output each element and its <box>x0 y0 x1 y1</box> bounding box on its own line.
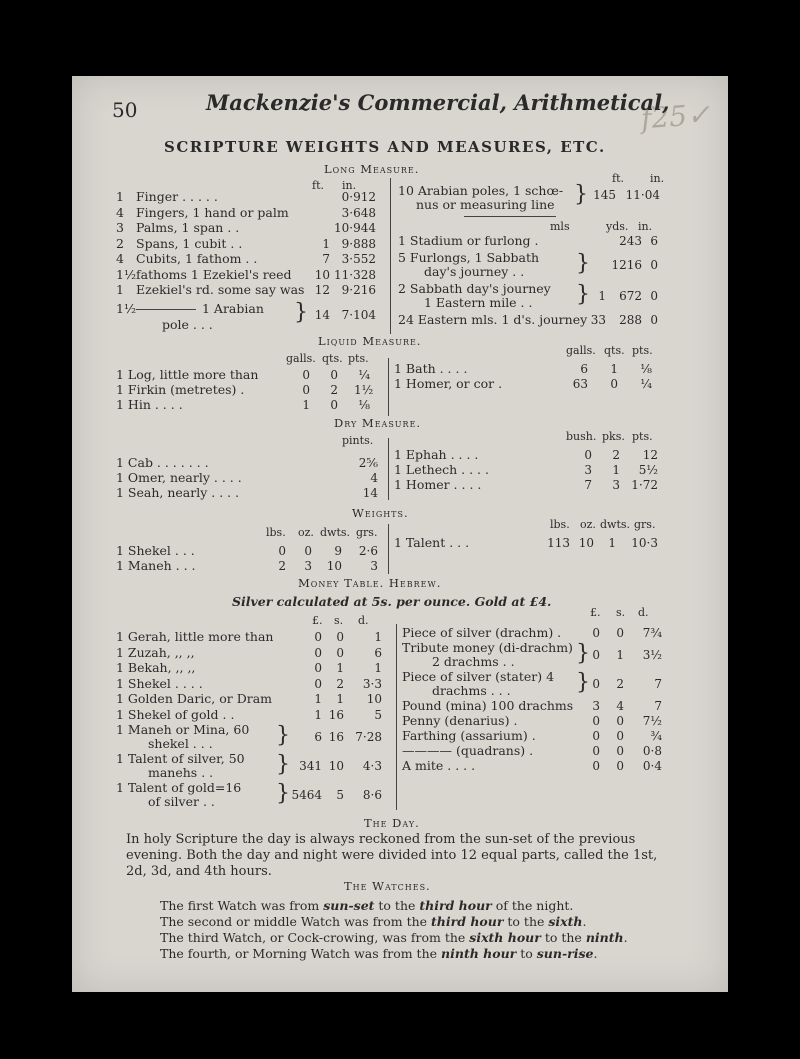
long-left-qty: 1½ <box>116 266 137 282</box>
liquid-right-qts: 0 <box>610 377 618 391</box>
long-ft-header: ft. <box>312 179 324 192</box>
liquid-divider <box>388 358 389 416</box>
dry-right-bush: 7 <box>584 478 592 492</box>
long-left-qty: 4 <box>116 251 124 266</box>
watch-text: The fourth, or Morning Watch was from the <box>160 946 442 961</box>
liquid-left-header-pts: pts. <box>348 352 369 365</box>
watch-line <box>160 914 586 930</box>
liquid-right-header-galls: galls. <box>566 344 596 357</box>
long-right-label: 24 Eastern mls. 1 d's. journey <box>398 312 588 327</box>
dry-right-pts: 1·72 <box>631 478 658 492</box>
liquid-left-header-qts: qts. <box>322 352 343 365</box>
money-right-label: Piece of silver (drachm) . <box>402 625 562 640</box>
dry-right-bush: 3 <box>584 463 592 477</box>
page-title: SCRIPTURE WEIGHTS AND MEASURES, ETC. <box>164 138 606 156</box>
money-right-pence: 0·8 <box>642 744 662 758</box>
dry-left-label: 1 Cab . . . . . . . <box>116 455 209 470</box>
watch-time-emphasis: sun-set <box>323 898 375 913</box>
money-right-header-s: s. <box>616 606 626 619</box>
liquid-right-pts: ⅛ <box>640 362 652 376</box>
long-right-in: 0 <box>650 313 658 327</box>
liquid-left-qts: 0 <box>330 398 338 412</box>
liquid-right-header-qts: qts. <box>604 344 625 357</box>
long-right-yds: 243 <box>619 234 642 248</box>
money-right-label: 2 drachms . . <box>432 654 515 669</box>
long-right-in: 0 <box>650 289 658 303</box>
money-right-pence: 7¾ <box>642 626 662 640</box>
weights-left-label: 1 Shekel . . . <box>116 543 195 558</box>
schoenus-in-header: in. <box>650 172 665 185</box>
pole-in: 7·104 <box>341 308 376 322</box>
money-left-label: 1 Zuzah, ,, ,, <box>116 644 195 660</box>
money-left-brace: } <box>276 781 290 806</box>
money-left-pence: 4·3 <box>362 759 382 773</box>
money-right-shillings: 0 <box>616 744 624 758</box>
long-left-in: 9·216 <box>341 283 376 297</box>
money-right-brace: } <box>576 641 590 666</box>
money-right-label: Farthing (assarium) . <box>402 728 536 743</box>
liquid-left-galls: 1 <box>302 398 310 412</box>
money-right-pounds: 0 <box>592 677 600 691</box>
watch-text: to the <box>540 930 586 945</box>
weights-left-header-oz: oz. <box>298 526 314 539</box>
money-right-shillings: 1 <box>616 648 624 662</box>
liquid-left-pts: 1½ <box>354 383 374 397</box>
money-right-pence: 7 <box>654 677 662 691</box>
dry-right-bush: 0 <box>584 448 592 462</box>
long-right-label: day's journey . . <box>424 264 525 279</box>
money-right-pence: 7 <box>654 699 662 713</box>
long-left-label: Finger . . . . . <box>136 189 218 204</box>
liquid-left-label: 1 Hin . . . . <box>116 397 183 412</box>
dry-right-pks: 1 <box>612 463 620 477</box>
money-left-shillings: 0 <box>336 630 344 644</box>
weights-right-header-lbs: lbs. <box>550 518 570 531</box>
pole-line2: pole . . . <box>162 317 213 332</box>
money-left-pounds: 5464 <box>291 788 322 802</box>
weights-left-header-lbs: lbs. <box>266 526 286 539</box>
long-right-yds: 672 <box>619 289 642 303</box>
long-left-label: Cubits, 1 fathom . . <box>136 251 258 266</box>
long-right-yds: 1216 <box>611 258 642 272</box>
liquid-right-label: 1 Bath . . . . <box>394 361 468 376</box>
long-right-mls: 1 <box>598 289 606 303</box>
dry-right-pks: 3 <box>612 478 620 492</box>
long-right-label: 1 Stadium or furlong . <box>398 233 539 248</box>
liquid-left-galls: 0 <box>302 368 310 382</box>
money-left-label: 1 Shekel of gold . . <box>116 706 235 722</box>
running-head: Mackenzie's Commercial, Arithmetical, <box>206 90 670 115</box>
long-left-ft: 10 <box>314 267 330 282</box>
pole-qty: 1½ <box>116 301 137 316</box>
long-left-label: Palms, 1 span . . <box>136 220 240 235</box>
long-right-label: 1 Eastern mile . . <box>424 295 533 310</box>
money-left-label: 1 Maneh or Mina, 60 <box>116 722 250 737</box>
money-right-label: Pound (mina) 100 drachms <box>402 698 574 713</box>
pole-ft: 14 <box>314 308 330 322</box>
weights-heading: Weights. <box>352 506 409 520</box>
schoenus-ft: 145 <box>593 188 616 202</box>
dry-left-pints: 4 <box>370 471 378 485</box>
money-right-pence: ¾ <box>650 729 662 743</box>
money-left-shillings: 10 <box>328 759 344 773</box>
liquid-right-qts: 1 <box>610 362 618 376</box>
dry-right-header-pks: pks. <box>602 430 625 443</box>
money-right-pence: 0·4 <box>642 759 662 773</box>
long-left-label: Ezekiel's rd. some say was <box>136 282 305 297</box>
money-right-pounds: 0 <box>592 759 600 773</box>
liquid-right-galls: 63 <box>572 377 588 391</box>
long-left-qty: 1 <box>116 189 124 204</box>
long-right-in: 0 <box>650 258 658 272</box>
long-left-label: Fingers, 1 hand or palm <box>136 204 289 220</box>
pole-brace: } <box>294 300 308 325</box>
watch-text: to the <box>503 914 549 929</box>
long-in-header: in. <box>342 179 357 192</box>
long-measure-heading: Long Measure. <box>324 162 420 176</box>
dry-left-pints: 2⅚ <box>358 456 378 470</box>
long-right-brace: } <box>576 282 590 307</box>
watch-text: The second or middle Watch was from the <box>160 914 432 929</box>
money-left-header-d: d. <box>358 614 369 627</box>
money-left-shillings: 1 <box>336 661 344 675</box>
money-right-shillings: 0 <box>616 714 624 728</box>
long-left-qty: 1 <box>116 282 124 297</box>
long-left-in: 0·912 <box>341 190 376 204</box>
liquid-left-header-galls: galls. <box>286 352 316 365</box>
money-left-pence: 1 <box>374 661 382 675</box>
liquid-left-qts: 2 <box>330 383 338 397</box>
watches-heading: The Watches. <box>344 879 431 893</box>
dry-right-label: 1 Ephah . . . . <box>394 447 479 462</box>
weights-left-dwts: 10 <box>326 559 342 573</box>
watch-text: of the night. <box>491 898 574 913</box>
weights-right-label: 1 Talent . . . <box>394 535 470 550</box>
money-left-label: of silver . . <box>148 794 215 809</box>
long-divider <box>390 178 391 334</box>
day-heading: The Day. <box>364 816 420 830</box>
weights-right-lbs: 113 <box>547 536 570 550</box>
weights-right-header-dwts: dwts. <box>600 518 631 531</box>
watch-line <box>160 946 597 962</box>
money-left-pence: 3·3 <box>362 676 382 691</box>
money-left-pence: 7·28 <box>355 730 382 744</box>
money-left-pence: 5 <box>374 707 382 722</box>
dry-right-pts: 5½ <box>638 463 658 477</box>
money-right-pence: 7½ <box>642 714 662 728</box>
money-right-pounds: 0 <box>592 729 600 743</box>
money-left-label: 1 Talent of gold=16 <box>116 780 242 795</box>
long-right-label: 5 Furlongs, 1 Sabbath <box>398 250 540 265</box>
weights-right-header-oz: oz. <box>580 518 596 531</box>
weights-right-header-grs: grs. <box>634 518 656 531</box>
money-left-pounds: 6 <box>314 730 322 744</box>
weights-left-dwts: 9 <box>334 544 342 558</box>
pole-line1: 1 Arabian <box>202 301 264 316</box>
weights-left-oz: 3 <box>304 559 312 573</box>
long-right-yds: 288 <box>619 313 642 327</box>
watch-time-emphasis: sixth <box>548 914 583 929</box>
dry-left-label: 1 Omer, nearly . . . . <box>116 470 242 485</box>
money-left-pounds: 341 <box>299 759 322 773</box>
document-page <box>72 76 728 992</box>
dry-right-label: 1 Lethech . . . . <box>394 462 489 477</box>
long-right-mls: 33 <box>590 313 606 327</box>
money-left-pounds: 0 <box>314 661 322 675</box>
liquid-right-label: 1 Homer, or cor . <box>394 376 503 391</box>
watch-text: to the <box>374 898 420 913</box>
money-left-pounds: 0 <box>314 676 322 691</box>
money-left-shillings: 16 <box>328 707 344 722</box>
watch-time-emphasis: sun-rise <box>536 946 594 961</box>
schoenus-line1: 10 Arabian poles, 1 schœ- <box>398 183 564 198</box>
weights-left-header-grs: grs. <box>356 526 378 539</box>
watch-time-emphasis: ninth <box>585 930 624 945</box>
money-left-brace: } <box>276 723 290 748</box>
money-right-label: A mite . . . . <box>402 758 476 773</box>
money-left-shillings: 16 <box>328 730 344 744</box>
weights-left-grs: 3 <box>370 559 378 573</box>
money-right-label: ———— (quadrans) . <box>402 743 534 758</box>
long-left-ft: 12 <box>314 283 330 297</box>
money-subheading: Silver calculated at 5s. per ounce. Gold at £4. <box>232 594 552 609</box>
long-left-in: 9·888 <box>341 236 376 251</box>
weights-left-header-dwts: dwts. <box>320 526 351 539</box>
liquid-right-header-pts: pts. <box>632 344 653 357</box>
money-left-label: 1 Shekel . . . . <box>116 675 203 691</box>
money-right-label: drachms . . . <box>432 683 511 698</box>
weights-divider <box>388 524 389 574</box>
money-right-header-l: £. <box>590 606 601 619</box>
long-left-in: 3·552 <box>341 252 376 266</box>
money-left-pounds: 0 <box>314 645 322 660</box>
money-left-header-l: £. <box>312 614 323 627</box>
money-left-shillings: 2 <box>336 676 344 691</box>
weights-right-grs: 10·3 <box>631 536 658 550</box>
liquid-right-galls: 6 <box>580 362 588 376</box>
dry-divider <box>388 438 389 500</box>
long-right-in: 6 <box>650 234 658 248</box>
long-right-brace: } <box>576 251 590 276</box>
watch-time-emphasis: third hour <box>431 914 504 929</box>
watch-time-emphasis: ninth hour <box>441 946 517 961</box>
long-left-label: fathoms 1 Ezekiel's reed <box>136 266 292 282</box>
money-right-header-d: d. <box>638 606 649 619</box>
schoenus-ft-header: ft. <box>612 172 624 185</box>
money-right-brace: } <box>576 670 590 695</box>
money-left-shillings: 5 <box>336 788 344 802</box>
dry-right-label: 1 Homer . . . . <box>394 477 482 492</box>
page-number: 50 <box>112 98 138 122</box>
weights-right-dwts: 1 <box>608 536 616 550</box>
dry-right-header-pts: pts. <box>632 430 653 443</box>
money-left-shillings: 0 <box>336 645 344 660</box>
dry-left-label: 1 Seah, nearly . . . . <box>116 485 240 500</box>
weights-left-grs: 2·6 <box>358 544 378 558</box>
schoenus-rule <box>464 216 556 217</box>
money-right-pounds: 3 <box>592 699 600 713</box>
weights-left-lbs: 2 <box>278 559 286 573</box>
money-left-pence: 10 <box>366 692 382 706</box>
money-left-header-s: s. <box>334 614 344 627</box>
long-left-qty: 4 <box>116 204 124 220</box>
money-left-pence: 8·6 <box>362 788 382 802</box>
long-left-label: Spans, 1 cubit . . <box>136 235 243 251</box>
money-left-brace: } <box>276 752 290 777</box>
liquid-left-pts: ¼ <box>358 368 370 382</box>
schoenus-brace: } <box>574 182 588 207</box>
dry-right-header-bush: bush. <box>566 430 597 443</box>
watch-time-emphasis: sixth hour <box>469 930 541 945</box>
watch-text: The first Watch was from <box>160 898 324 913</box>
schoenus-in: 11·04 <box>625 188 660 202</box>
money-left-pounds: 1 <box>314 692 322 706</box>
money-left-label: 1 Golden Daric, or Dram <box>116 691 273 706</box>
money-right-shillings: 2 <box>616 677 624 691</box>
watch-time-emphasis: third hour <box>419 898 492 913</box>
dry-heading: Dry Measure. <box>334 416 422 430</box>
long-left-ft: 1 <box>322 236 330 251</box>
dry-left-header: pints. <box>342 434 374 447</box>
money-right-label: Piece of silver (stater) 4 <box>402 669 555 684</box>
money-right-pounds: 0 <box>592 744 600 758</box>
mls-header: mls <box>550 220 570 233</box>
liquid-left-label: 1 Firkin (metretes) . <box>116 382 245 397</box>
watch-text: . <box>582 914 587 929</box>
long-left-qty: 3 <box>116 220 124 235</box>
yds-header: yds. <box>606 220 629 233</box>
money-left-label: 1 Talent of silver, 50 <box>116 751 245 766</box>
long-left-in: 3·648 <box>341 205 376 220</box>
money-right-shillings: 0 <box>616 759 624 773</box>
money-left-pounds: 0 <box>314 630 322 644</box>
pole-rule <box>136 309 196 310</box>
long-left-in: 10·944 <box>334 221 376 235</box>
weights-right-oz: 10 <box>578 536 594 550</box>
watch-line <box>160 898 573 914</box>
money-left-label: shekel . . . <box>148 736 213 751</box>
liquid-left-qts: 0 <box>330 368 338 382</box>
money-left-pence: 1 <box>374 630 382 644</box>
liquid-left-pts: ⅛ <box>358 398 370 412</box>
money-left-label: manehs . . <box>148 765 214 780</box>
long-left-in: 11·328 <box>334 267 376 282</box>
money-right-shillings: 0 <box>616 729 624 743</box>
weights-left-label: 1 Maneh . . . <box>116 558 196 573</box>
money-right-pounds: 0 <box>592 626 600 640</box>
weights-left-oz: 0 <box>304 544 312 558</box>
liquid-heading: Liquid Measure. <box>318 334 422 348</box>
watch-text: to <box>516 946 537 961</box>
watch-text: . <box>623 930 628 945</box>
money-divider <box>396 624 397 810</box>
dry-right-pks: 2 <box>612 448 620 462</box>
watch-text: The third Watch, or Cock-crowing, was from the <box>160 930 470 945</box>
liquid-right-pts: ¼ <box>640 377 652 391</box>
money-right-pounds: 0 <box>592 714 600 728</box>
long-left-ft: 7 <box>322 252 330 266</box>
watch-text: . <box>593 946 598 961</box>
long-right-label: 2 Sabbath day's journey <box>398 281 551 296</box>
watch-line <box>160 930 628 946</box>
schoenus-line2: nus or measuring line <box>416 197 555 212</box>
money-left-shillings: 1 <box>336 692 344 706</box>
long-left-qty: 2 <box>116 235 124 251</box>
money-left-label: 1 Bekah, ,, ,, <box>116 660 196 675</box>
money-left-label: 1 Gerah, little more than <box>116 629 274 644</box>
weights-left-lbs: 0 <box>278 544 286 558</box>
money-heading: Money Table. Hebrew. <box>298 576 442 590</box>
money-right-pounds: 0 <box>592 648 600 662</box>
handwritten-note: f25✓ <box>639 97 712 136</box>
dry-left-pints: 14 <box>362 486 378 500</box>
money-right-label: Penny (denarius) . <box>402 713 518 728</box>
dry-right-pts: 12 <box>642 448 658 462</box>
money-right-shillings: 4 <box>616 699 624 713</box>
money-right-pence: 3½ <box>642 648 662 662</box>
yds-in-header: in. <box>638 220 653 233</box>
day-paragraph: In holy Scripture the day is always reckoned from the sun-set of the previous evening. Both the day and night were divided into 12 equal parts, called the 1st, 2d, 3d, and 4th hours. <box>126 832 658 879</box>
money-right-shillings: 0 <box>616 626 624 640</box>
money-left-pence: 6 <box>374 645 382 660</box>
liquid-left-label: 1 Log, little more than <box>116 367 259 382</box>
money-left-pounds: 1 <box>314 707 322 722</box>
money-right-label: Tribute money (di-drachm) <box>402 640 573 655</box>
liquid-left-galls: 0 <box>302 383 310 397</box>
